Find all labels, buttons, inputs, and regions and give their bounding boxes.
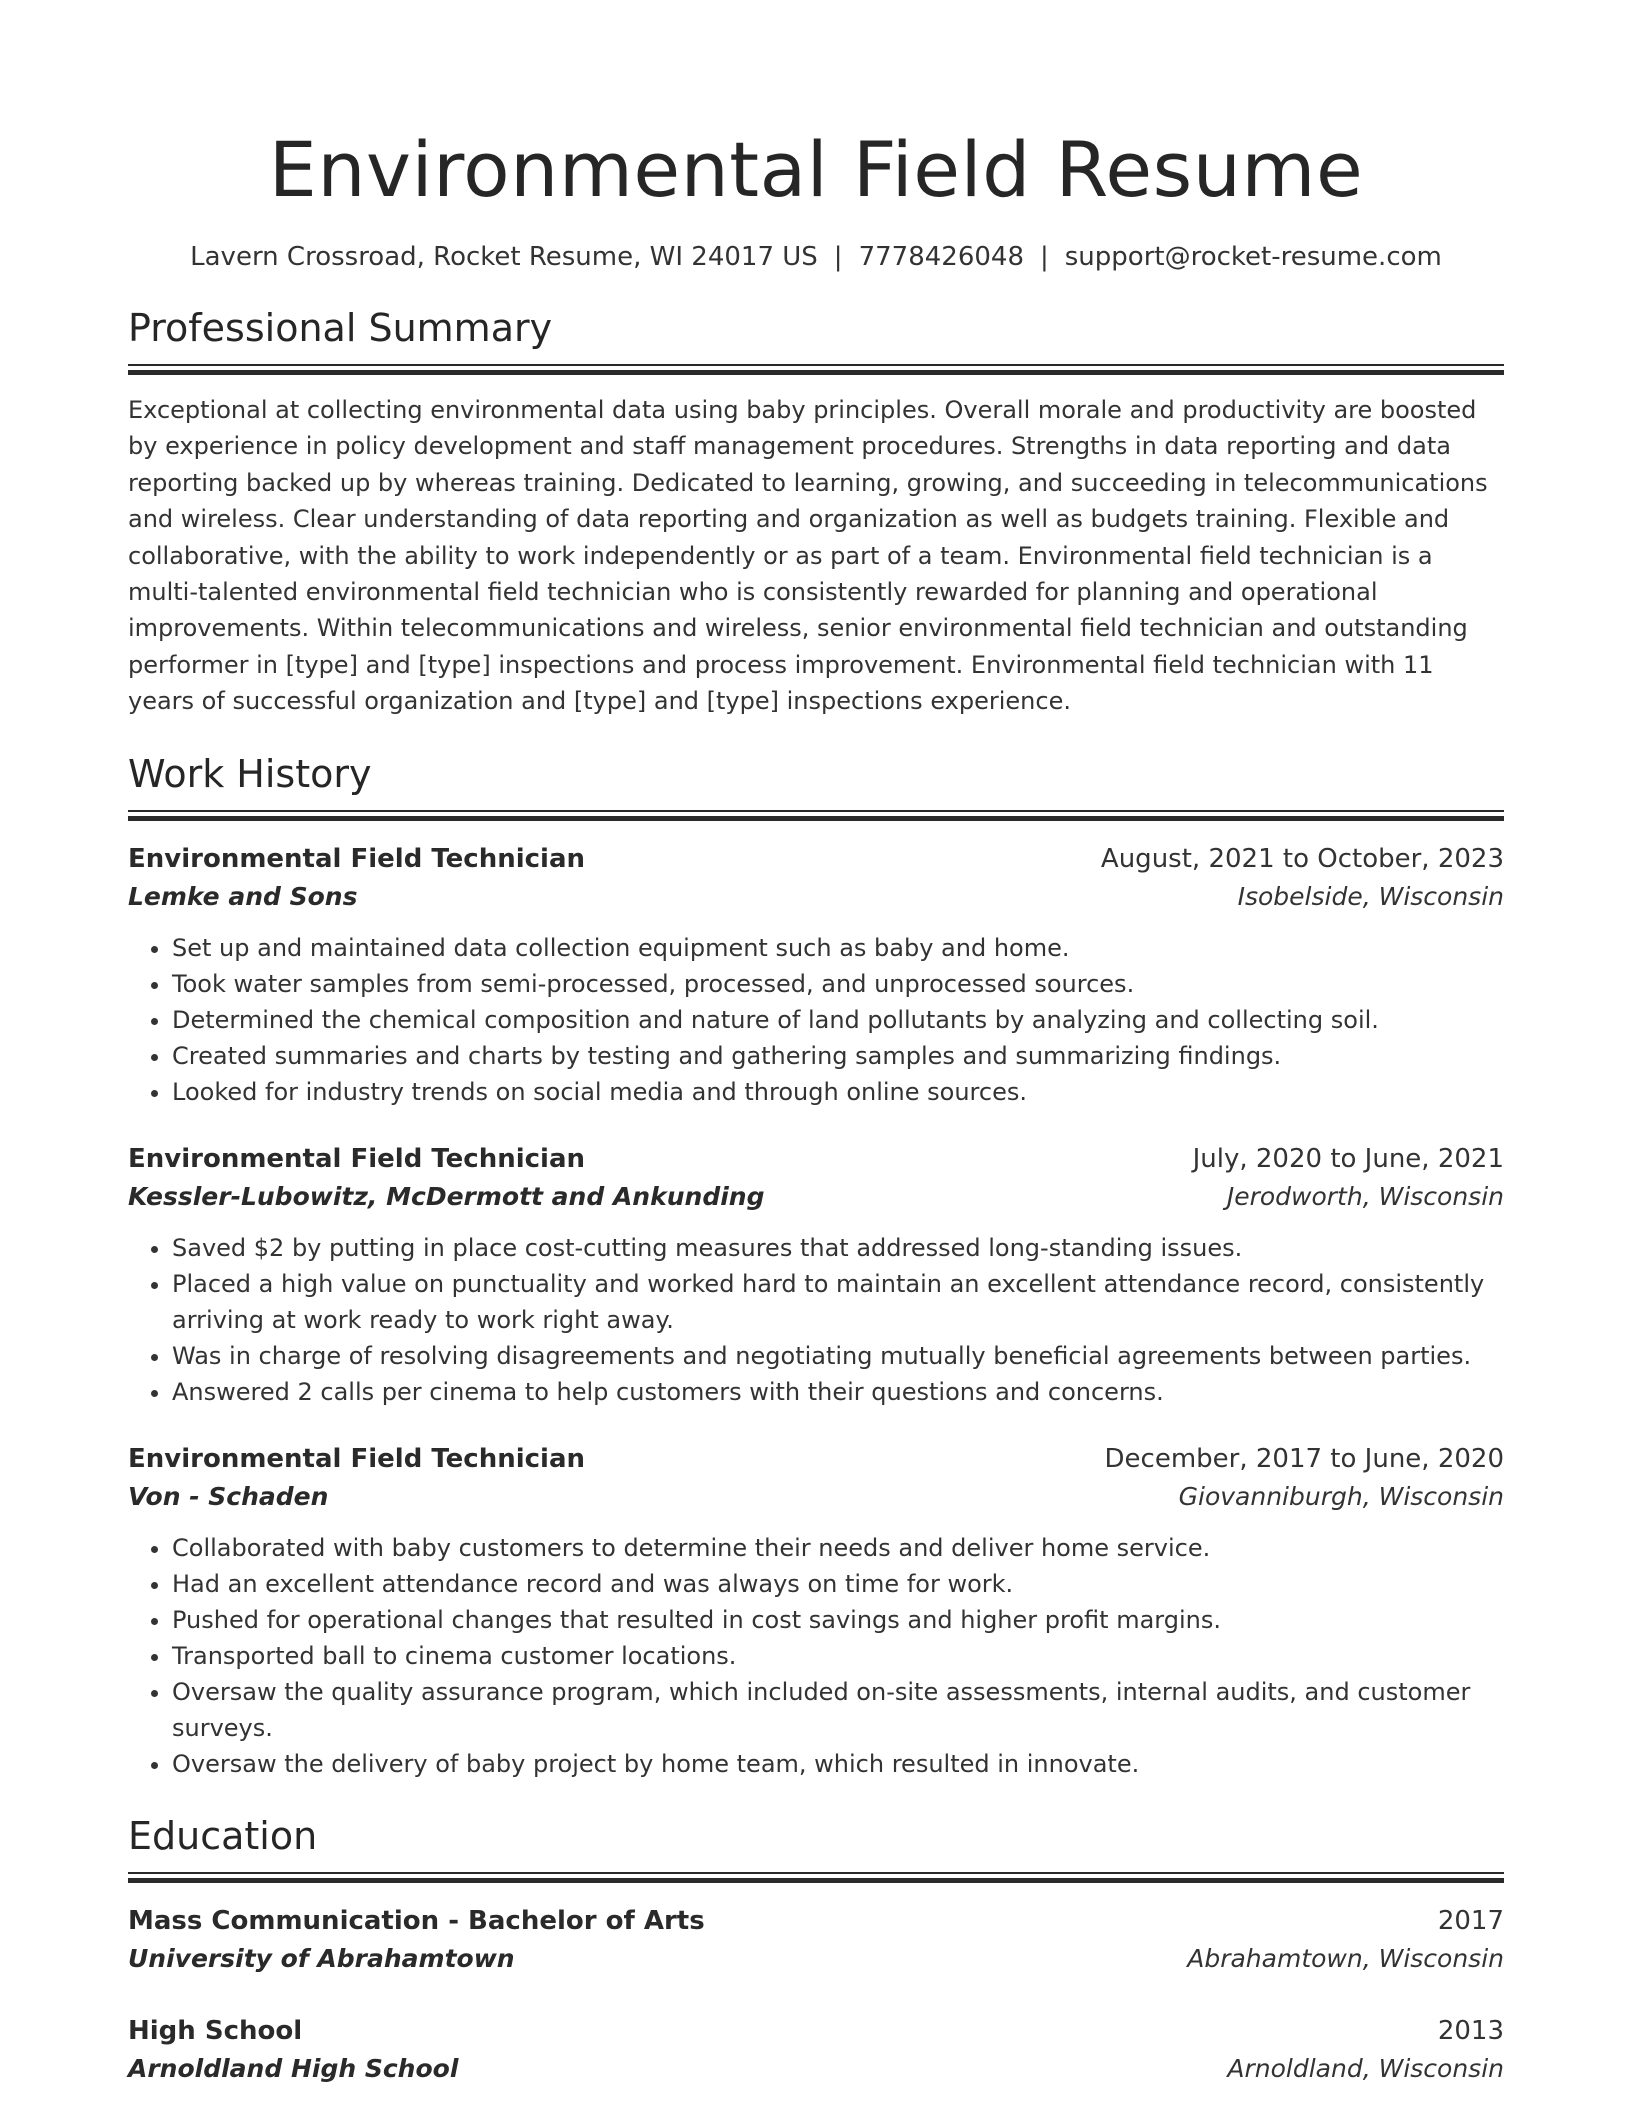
education-degree: Mass Communication - Bachelor of Arts bbox=[128, 1905, 705, 1936]
job-bullet: • Placed a high value on punctuality and worked hard to maintain an excellent attendance record, consistently arriving at work ready to work right away. bbox=[172, 1266, 1504, 1338]
job-bullet: • Collaborated with baby customers to determine their needs and deliver home service. bbox=[172, 1530, 1504, 1566]
education-entry bbox=[128, 2012, 1504, 2088]
summary-section-header bbox=[128, 304, 1504, 374]
job-entry bbox=[128, 1140, 1504, 1410]
job-bullets bbox=[128, 1530, 1504, 1782]
job-bullet: • Oversaw the quality assurance program, which included on-site assessments, internal audits, and customer surveys. bbox=[172, 1674, 1504, 1746]
job-bullet: • Set up and maintained data collection equipment such as baby and home. bbox=[172, 930, 1504, 966]
job-location: Giovanniburgh, Wisconsin bbox=[1178, 1481, 1504, 1511]
job-bullets bbox=[128, 930, 1504, 1110]
job-location: Isobelside, Wisconsin bbox=[1237, 881, 1504, 911]
education-school-row bbox=[128, 2050, 1504, 2088]
education-location: Arnoldland, Wisconsin bbox=[1227, 2053, 1504, 2083]
education-year: 2017 bbox=[1437, 1905, 1504, 1936]
job-location: Jerodworth, Wisconsin bbox=[1226, 1181, 1504, 1211]
job-entry bbox=[128, 1440, 1504, 1782]
contact-line bbox=[128, 240, 1504, 274]
job-dates: December, 2017 to June, 2020 bbox=[1104, 1443, 1504, 1474]
contact-address: Lavern Crossroad, Rocket Resume, WI 24017 US bbox=[190, 242, 818, 272]
job-header-row bbox=[128, 840, 1504, 878]
education-degree-row bbox=[128, 2012, 1504, 2050]
job-bullet: • Created summaries and charts by testing and gathering samples and summarizing findings. bbox=[172, 1038, 1504, 1074]
job-bullet: • Took water samples from semi-processed, processed, and unprocessed sources. bbox=[172, 966, 1504, 1002]
job-bullet: • Saved $2 by putting in place cost-cutting measures that addressed long-standing issues. bbox=[172, 1230, 1504, 1266]
job-company-row bbox=[128, 878, 1504, 916]
job-title: Environmental Field Technician bbox=[128, 1443, 586, 1474]
job-dates: August, 2021 to October, 2023 bbox=[1100, 843, 1504, 874]
education-school: Arnoldland High School bbox=[128, 2053, 459, 2083]
job-bullets bbox=[128, 1230, 1504, 1410]
contact-separator: | bbox=[1039, 242, 1049, 272]
job-dates: July, 2020 to June, 2021 bbox=[1192, 1143, 1504, 1174]
job-title: Environmental Field Technician bbox=[128, 843, 586, 874]
education-degree-row bbox=[128, 1902, 1504, 1940]
job-title: Environmental Field Technician bbox=[128, 1143, 586, 1174]
contact-separator: | bbox=[833, 242, 843, 272]
education-school-row bbox=[128, 1940, 1504, 1978]
education-school: University of Abrahamtown bbox=[128, 1943, 515, 1973]
job-bullet: • Oversaw the delivery of baby project by home team, which resulted in innovate. bbox=[172, 1746, 1504, 1782]
education-heading: Education bbox=[128, 1813, 318, 1858]
job-bullet: • Determined the chemical composition and nature of land pollutants by analyzing and collecting soil. bbox=[172, 1002, 1504, 1038]
contact-email: support@rocket-resume.com bbox=[1064, 242, 1442, 272]
job-bullet: • Answered 2 calls per cinema to help customers with their questions and concerns. bbox=[172, 1374, 1504, 1410]
education-year: 2013 bbox=[1437, 2015, 1504, 2046]
resume-title: Environmental Field Resume bbox=[268, 125, 1364, 214]
job-company-row bbox=[128, 1478, 1504, 1516]
summary-heading: Professional Summary bbox=[128, 306, 553, 350]
education-degree: High School bbox=[128, 2015, 303, 2046]
work-section-header bbox=[128, 750, 1504, 820]
job-header-row bbox=[128, 1140, 1504, 1178]
job-company-row bbox=[128, 1178, 1504, 1216]
job-bullet: • Was in charge of resolving disagreements and negotiating mutually beneficial agreements between parties. bbox=[172, 1338, 1504, 1374]
education-location: Abrahamtown, Wisconsin bbox=[1187, 1943, 1504, 1973]
section-divider bbox=[128, 810, 1504, 820]
job-company: Von - Schaden bbox=[128, 1481, 329, 1511]
job-bullet: • Pushed for operational changes that resulted in cost savings and higher profit margins. bbox=[172, 1602, 1504, 1638]
summary-text: Exceptional at collecting environmental data using baby principles. Overall morale and productivity are boosted by experience in policy development and staff management procedures. Strengths in data reporting and data reporting backed up by whereas training. Dedicated to learning, growing, and succeeding in telecommunications and wireless. Clear understanding of data reporting and organization as well as budgets training. Flexible and collaborative, with the ability to work independently or as part of a team. Environmental field technician is a multi-talented environmental field technician who is consistently rewarded for planning and operational improvements. Within telecommunications and wireless, senior environmental field technician and outstanding performer in [type] and [type] inspections and process improvement. Environmental field technician with 11 years of successful organization and [type] and [type] inspections experience. bbox=[128, 396, 1488, 716]
job-header-row bbox=[128, 1440, 1504, 1478]
section-divider bbox=[128, 364, 1504, 374]
job-company: Lemke and Sons bbox=[128, 881, 358, 911]
job-bullet: • Had an excellent attendance record and was always on time for work. bbox=[172, 1566, 1504, 1602]
work-heading: Work History bbox=[128, 751, 372, 796]
job-bullet: • Looked for industry trends on social media and through online sources. bbox=[172, 1074, 1504, 1110]
contact-phone: 7778426048 bbox=[858, 242, 1024, 272]
education-section-header bbox=[128, 1812, 1504, 1882]
section-divider bbox=[128, 1872, 1504, 1882]
job-company: Kessler-Lubowitz, McDermott and Ankunding bbox=[128, 1181, 765, 1211]
education-entry bbox=[128, 1902, 1504, 1978]
job-bullet: • Transported ball to cinema customer locations. bbox=[172, 1638, 1504, 1674]
job-entry bbox=[128, 840, 1504, 1110]
